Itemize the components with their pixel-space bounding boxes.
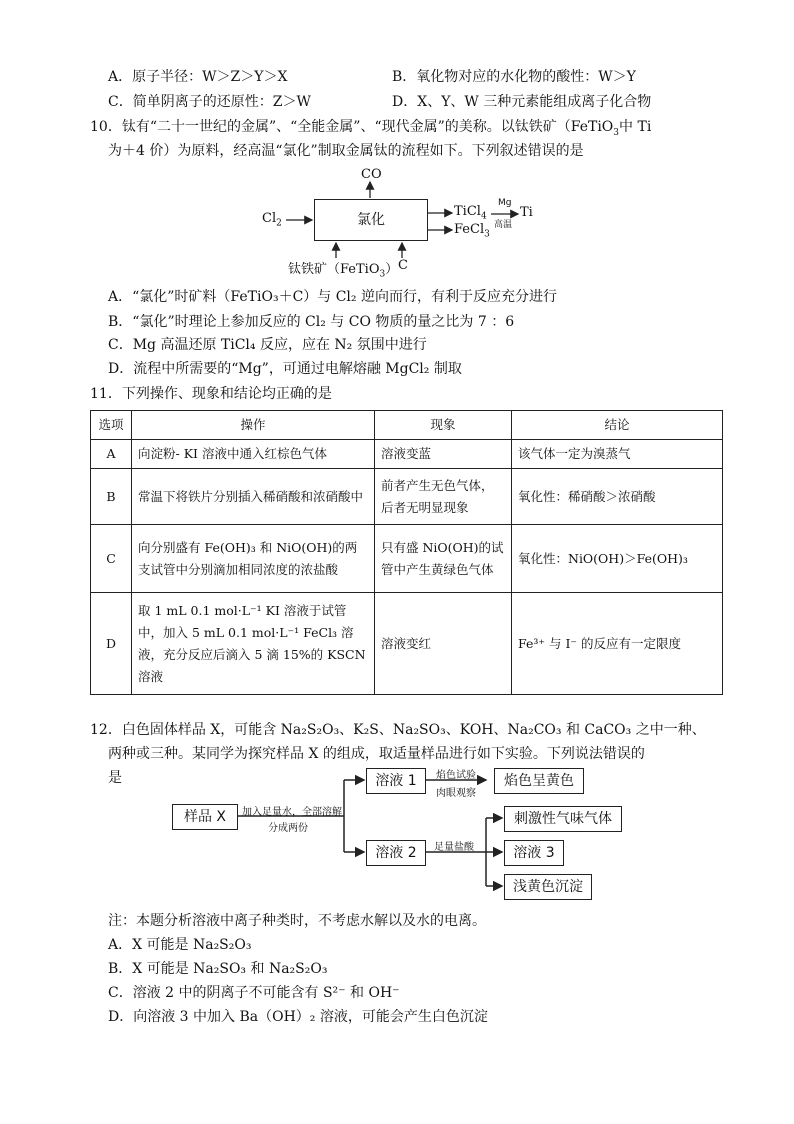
q11-row-operation: 向淀粉- KI 溶液中通入红棕色气体 xyxy=(132,440,375,469)
q10-mg-label: Mg xyxy=(498,198,512,208)
q11-row-option: C xyxy=(91,525,132,593)
q11-row-operation: 常温下将铁片分别插入稀硝酸和浓硝酸中 xyxy=(132,469,375,525)
q10-fecl3-label: FeCl$_3$ xyxy=(454,222,490,240)
q10-ticl4-label: TiCl$_4$ xyxy=(454,204,487,222)
q11-row-phenomenon: 溶液变红 xyxy=(375,593,512,695)
q10-stem-line2: 为＋4 价）为原料，经高温“氯化”制取金属钛的流程如下。下列叙述错误的是 xyxy=(108,143,584,159)
q10-option-a: A．“氯化”时矿料（FeTiO₃＋C）与 Cl₂ 逆向而行，有利于反应充分进行 xyxy=(108,289,557,305)
q12-gas-box: 刺激性气味气体 xyxy=(504,806,622,832)
q11-row-conclusion: 氧化性：NiO(OH)＞Fe(OH)₃ xyxy=(512,525,723,593)
q12-stem-line1: 12．白色固体样品 X，可能含 Na₂S₂O₃、K₂S、Na₂SO₃、KOH、Na₂CO₃ 和 CaCO₃ 之中一种、 xyxy=(90,722,706,738)
q11-row-operation: 取 1 mL 0.1 mol·L⁻¹ KI 溶液于试管中，加入 5 mL 0.1 mol·L⁻¹ FeCl₃ 溶液，充分反应后滴入 5 滴 15%的 KSCN 溶液 xyxy=(132,593,375,695)
q12-option-a: A．X 可能是 Na₂S₂O₃ xyxy=(108,937,252,953)
q11-row-option: A xyxy=(91,440,132,469)
q11-row-phenomenon: 前者产生无色气体，后者无明显现象 xyxy=(375,469,512,525)
q12-hcl-label: 足量盐酸 xyxy=(434,842,474,853)
q10-ti-label: Ti xyxy=(520,205,533,220)
q11-row-conclusion: Fe³⁺ 与 I⁻ 的反应有一定限度 xyxy=(512,593,723,695)
q11-row-phenomenon: 只有盛 NiO(OH)的试管中产生黄绿色气体 xyxy=(375,525,512,593)
q12-option-d: D．向溶液 3 中加入 Ba（OH）₂ 溶液，可能会产生白色沉淀 xyxy=(108,1009,488,1025)
q11-col-operation: 操作 xyxy=(132,411,375,440)
q12-stem-line3: 是 xyxy=(108,770,122,786)
q10-option-b: B．“氯化”时理论上参加反应的 Cl₂ 与 CO 物质的量之比为 7 ：6 xyxy=(108,314,515,330)
q12-flame-result-box: 焰色呈黄色 xyxy=(494,768,584,794)
q12-step1-top: 加入足量水，全部溶解 xyxy=(242,807,342,818)
q11-row-conclusion: 氧化性：稀硝酸＞浓硝酸 xyxy=(512,469,723,525)
q10-option-d: D．流程中所需要的“Mg”，可通过电解熔融 MgCl₂ 制取 xyxy=(108,361,462,377)
q10-option-c: C．Mg 高温还原 TiCl₄ 反应，应在 N₂ 氛围中进行 xyxy=(108,337,427,353)
q12-option-c: C．溶液 2 中的阴离子不可能含有 S²⁻ 和 OH⁻ xyxy=(108,985,400,1001)
q9-option-a: A．原子半径：W＞Z＞Y＞X xyxy=(108,69,288,85)
q12-solution1-box: 溶液 1 xyxy=(366,768,426,794)
q12-solution2-box: 溶液 2 xyxy=(366,840,426,866)
q11-row-phenomenon: 溶液变蓝 xyxy=(375,440,512,469)
q10-ore-label: 钛铁矿（FeTiO$_3$） xyxy=(288,262,399,280)
q12-flame-bottom: 肉眼观察 xyxy=(436,788,476,799)
q10-gaowen-label: 高温 xyxy=(494,220,513,230)
q12-stem-line2: 两种或三种。某同学为探究样品 X 的组成，取适量样品进行如下实验。下列说法错误的 xyxy=(108,746,645,762)
q11-col-phenomenon: 现象 xyxy=(375,411,512,440)
q10-cl2-label: $Cl_2$ xyxy=(262,211,282,229)
q12-flame-top: 焰色试验 xyxy=(436,770,476,781)
q11-row-option: B xyxy=(91,469,132,525)
q12-solution3-box: 溶液 3 xyxy=(504,840,564,866)
q11-col-option: 选项 xyxy=(91,411,132,440)
q11-col-conclusion: 结论 xyxy=(512,411,723,440)
q12-option-b: B．X 可能是 Na₂SO₃ 和 Na₂S₂O₃ xyxy=(108,961,328,977)
q11-row-operation: 向分别盛有 Fe(OH)₃ 和 NiO(OH)的两支试管中分别滴加相同浓度的浓盐酸 xyxy=(132,525,375,593)
q10-stem-line1: 10．钛有“二十一世纪的金属”、“全能金属”、“现代金属”的美称。以钛铁矿（FeTiO$_3$中 Ti xyxy=(90,119,652,138)
q12-sample-box: 样品 X xyxy=(172,804,238,830)
q11-row-conclusion: 该气体一定为溴蒸气 xyxy=(512,440,723,469)
q12-precipitate-box: 浅黄色沉淀 xyxy=(504,874,592,900)
q12-note: 注：本题分析溶液中离子种类时，不考虑水解以及水的电离。 xyxy=(108,913,486,929)
q11-row-option: D xyxy=(91,593,132,695)
q10-co-label: CO xyxy=(361,167,382,182)
q12-step1-bottom: 分成两份 xyxy=(268,823,308,834)
q11-stem: 11．下列操作、现象和结论均正确的是 xyxy=(90,386,332,402)
q10-chlorination-box: 氯化 xyxy=(314,199,428,241)
q10-c-label: C xyxy=(398,258,408,273)
q9-option-b: B．氧化物对应的水化物的酸性：W＞Y xyxy=(392,69,636,85)
q9-option-c: C．简单阴离子的还原性：Z＞W xyxy=(108,94,311,110)
q9-option-d: D．X、Y、W 三种元素能组成离子化合物 xyxy=(392,94,652,110)
